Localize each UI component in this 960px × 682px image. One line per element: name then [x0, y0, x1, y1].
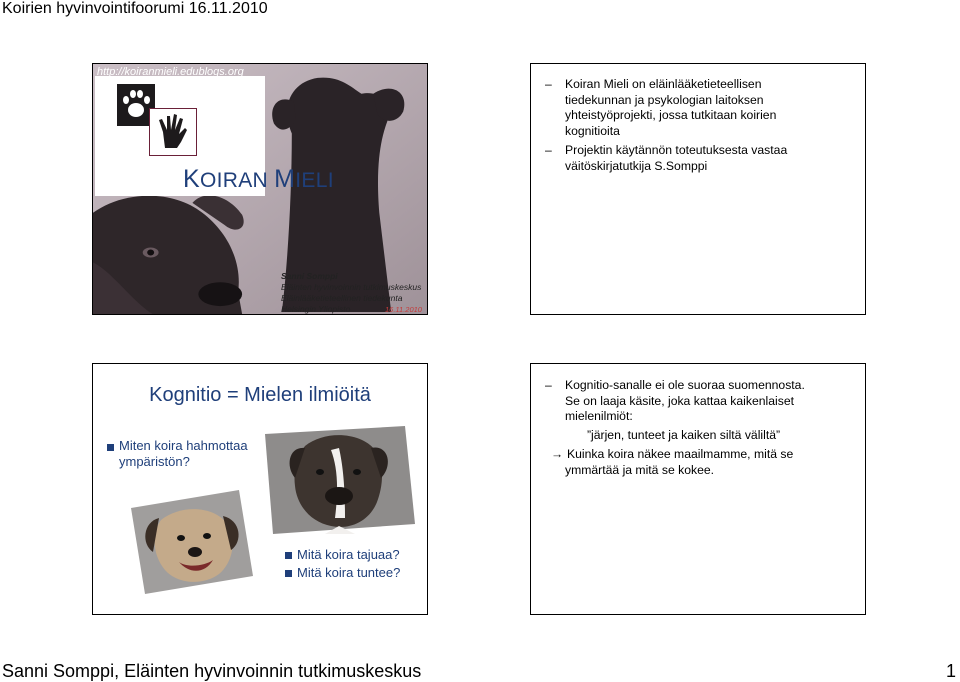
slide-1-title [92, 63, 428, 315]
text-line: kognitioita [565, 123, 620, 138]
document-header-title: Koirien hyvinvointifoorumi 16.11.2010 [2, 0, 268, 17]
title-rest-oiran: OIRAN [199, 169, 275, 192]
text-line: Kognitio-sanalle ei ole suoraa suomennosta. [565, 378, 805, 392]
dash-bullet: – [545, 378, 552, 392]
text-line: Kuinka koira näkee maailmamme, mitä se [567, 447, 794, 461]
bullet-text-feel: Mitä koira tuntee? [297, 565, 401, 580]
boxer-dog-photo [265, 426, 415, 534]
text-line: Koiran Mieli on eläinlääketieteellisen [565, 77, 762, 91]
slide-2-project-info [530, 63, 866, 315]
text-line: Se on laaja käsite, joka kattaa kaikenlaiset [565, 393, 794, 408]
blog-url: http://koiranmieli.edublogs.org [97, 66, 244, 78]
arrow-text-continued: ymmärtää ja mitä se kokee. [565, 463, 715, 477]
text-line: tiedekunnan ja psykologian laitoksen [565, 92, 764, 107]
text-line: mielenilmiöt: [565, 409, 633, 423]
dash-bullet: – [545, 77, 552, 91]
dash-bullet: – [545, 143, 552, 157]
square-bullet-icon [285, 552, 292, 559]
credit-line-2: Eläinlääketieteellinen tiedekunta [281, 293, 403, 303]
title-initial-k: K [183, 165, 200, 193]
square-bullet-icon [107, 444, 114, 451]
title-initial-m: M [274, 165, 296, 193]
page-number: 1 [945, 661, 956, 681]
arrow-text [567, 447, 793, 463]
author-name: Sanni Somppi [281, 271, 338, 281]
text-line: Projektin käytännön toteutuksesta vastaa [565, 143, 788, 157]
slide-3-cognition [92, 363, 428, 615]
title-rest-ieli: IELI [295, 169, 334, 192]
credit-line-1: Eläinten hyvinvoinnin tutkimuskeskus [281, 282, 422, 292]
slide-4-definition [530, 363, 866, 615]
document-footer-author: Sanni Somppi, Eläinten hyvinvoinnin tutkimuskeskus [2, 661, 422, 681]
text-line: yhteistyöprojekti, jossa tutkitaan koirien [565, 108, 777, 122]
text-line: väitöskirjatutkija S.Somppi [565, 158, 708, 173]
bullet-text-perception [119, 438, 248, 470]
text-line: Miten koira hahmottaa [119, 438, 248, 453]
credit-line-3: Helsingin Yliopisto [281, 304, 351, 314]
square-bullet-icon [285, 570, 292, 577]
happy-dog-photo [131, 490, 253, 594]
text-line: ympäristön? [119, 454, 190, 469]
project-responsibility [565, 143, 787, 174]
project-description [565, 77, 776, 139]
hand-icon [149, 108, 197, 156]
slide-heading: Kognitio = Mielen ilmiöitä [149, 384, 371, 406]
slide-title-koiran-mieli [183, 165, 334, 194]
definition-quote: ”järjen, tunteet ja kaiken siltä väliltä” [587, 428, 781, 442]
right-arrow-icon: → [551, 447, 564, 461]
definition-text [565, 378, 805, 425]
bullet-text-understand: Mitä koira tajuaa? [297, 547, 400, 562]
slide-date: 16.11.2010 [385, 305, 422, 314]
